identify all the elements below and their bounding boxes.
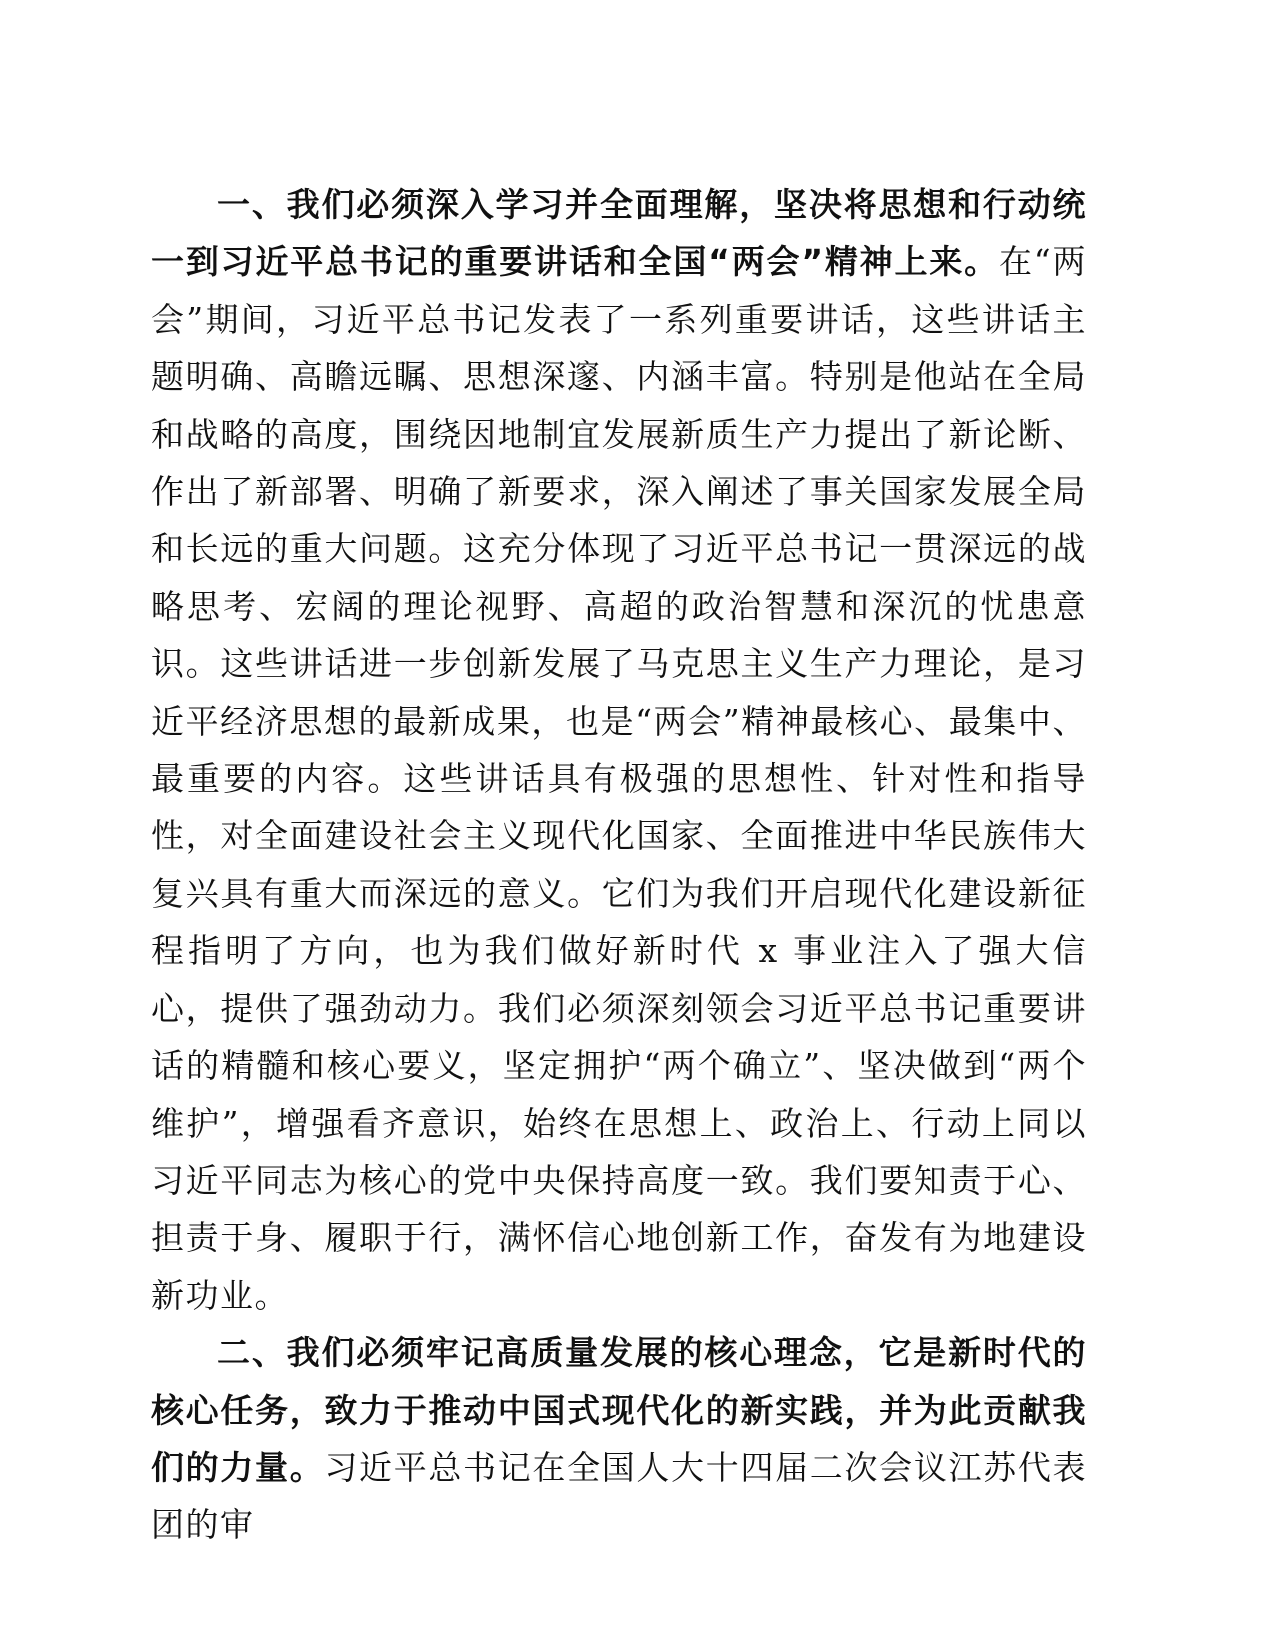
- paragraph-1-heading: 一、我们必须深入学习并全面理解，坚决将思想和行动统一到习近平总书记的重要讲话和全国“两会”精神上来。: [151, 185, 1087, 282]
- document-body: [151, 176, 1087, 1554]
- paragraph-1: [151, 176, 1087, 1324]
- paragraph-2-heading: 二、我们必须牢记高质量发展的核心理念，它是新时代的核心任务，致力于推动中国式现代化的新实践，并为此贡献我们的力量。: [151, 1333, 1087, 1487]
- paragraph-2: [151, 1324, 1087, 1554]
- paragraph-2-body: 习近平总书记在全国人大十四届二次会议江苏代表团的审: [151, 1447, 1088, 1545]
- paragraph-1-body: 在“两会”期间，习近平总书记发表了一系列重要讲话，这些讲话主题明确、高瞻远瞩、思想深邃、内涵丰富。特别是他站在全局和战略的高度，围绕因地制宜发展新质生产力提出了新论断、作出了新部署、明确了新要求，深入阐述了事关国家发展全局和长远的重大问题。这充分体现了习近平总书记一贯深远的战略思考、宏阔的理论视野、高超的政治智慧和深沉的忧患意识。这些讲话进一步创新发展了马克思主义生产力理论，是习近平经济思想的最新成果，也是“两会”精神最核心、最集中、最重要的内容。这些讲话具有极强的思想性、针对性和指导性，对全面建设社会主义现代化国家、全面推进中华民族伟大复兴具有重大而深远的意义。它们为我们开启现代化建设新征程指明了方向，也为我们做好新时代 x 事业注入了强大信心，提供了强劲动力。我们必须深刻领会习近平总书记重要讲话的精髓和核心要义，坚定拥护“两个确立”、坚决做到“两个维护”，增强看齐意识，始终在思想上、政治上、行动上同以习近平同志为核心的党中央保持高度一致。我们要知责于心、担责于身、履职于行，满怀信心地创新工作，奋发有为地建设新功业。: [151, 242, 1087, 1315]
